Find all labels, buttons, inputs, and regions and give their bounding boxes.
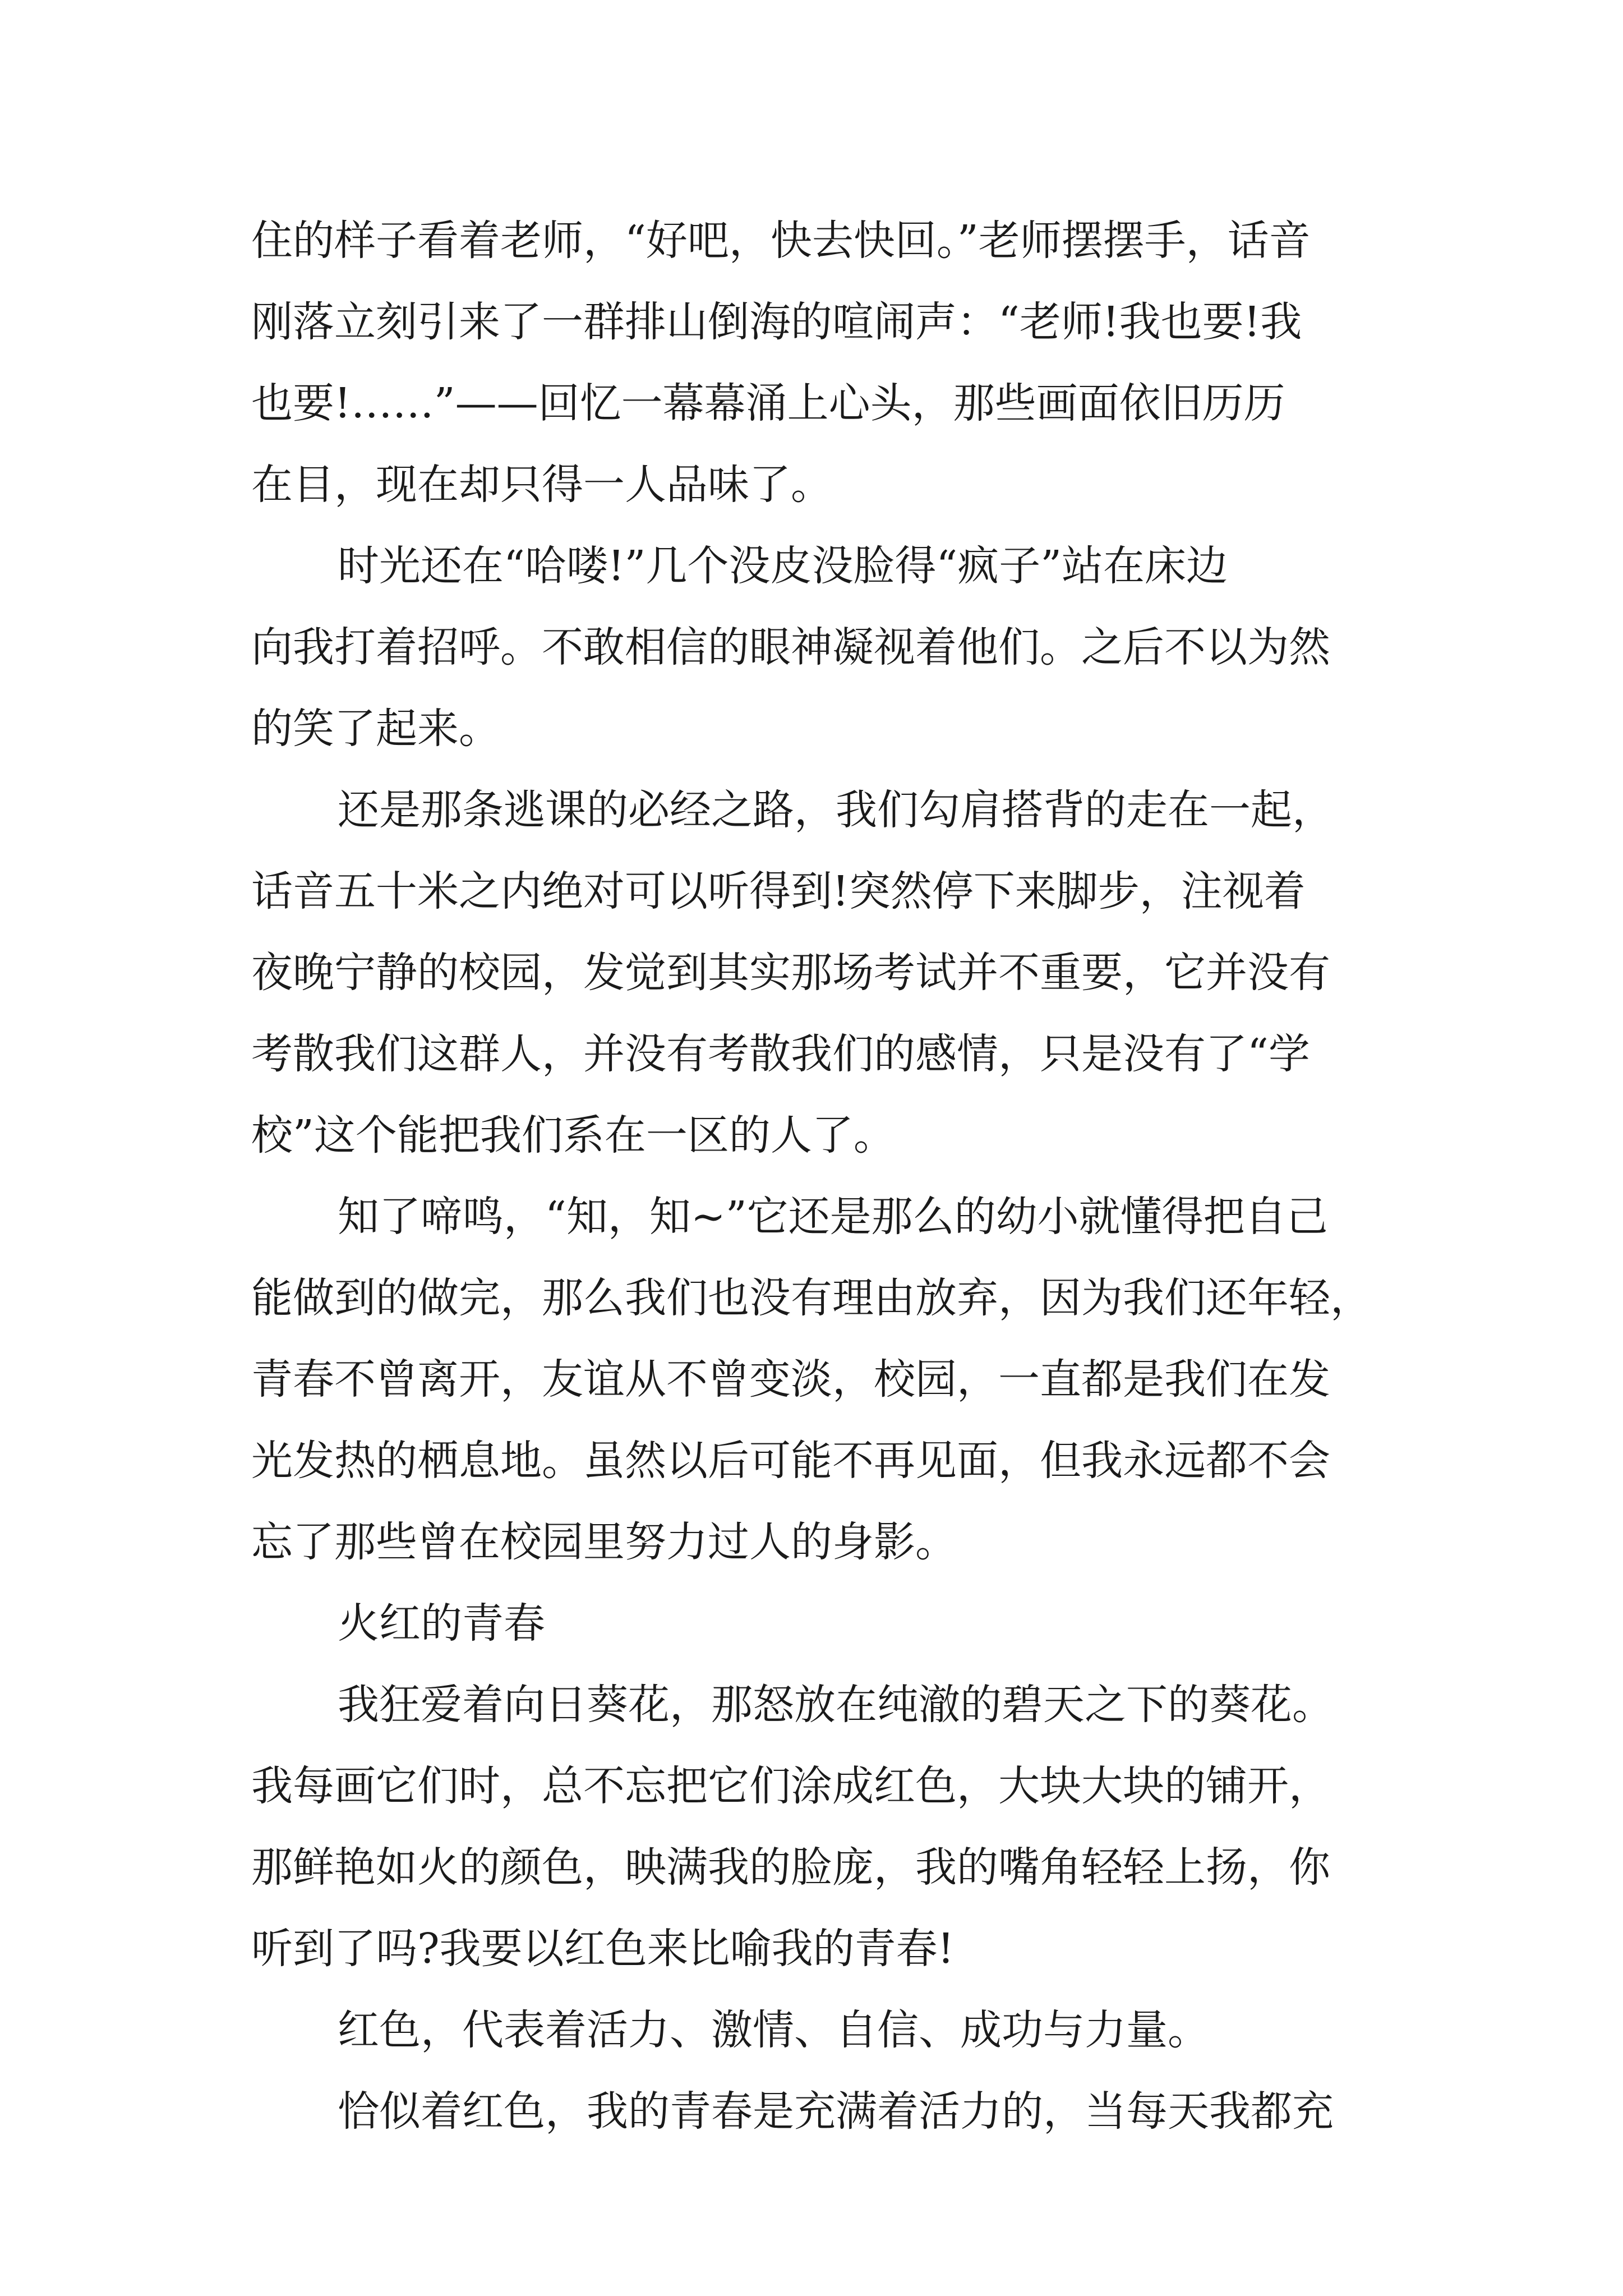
text-line: 也要!……”——回忆一幕幕涌上心头，那些画面依旧历历 (251, 379, 1285, 427)
text-line: 夜晚宁静的校园，发觉到其实那场考试并不重要，它并没有 (251, 949, 1330, 997)
text-line: 话音五十米之内绝对可以听得到!突然停下来脚步，注视着 (251, 867, 1306, 915)
paragraph-first-line: 恰似着红色，我的青春是充满着活力的，当每天我都充 (338, 2087, 1334, 2136)
paragraph-first-line: 我狂爱着向日葵花，那怒放在纯澈的碧天之下的葵花。 (338, 1681, 1334, 1729)
text-line: 我每画它们时，总不忘把它们涂成红色，大块大块的铺开， (251, 1762, 1330, 1810)
text-line: 考散我们这群人，并没有考散我们的感情，只是没有了“学 (251, 1030, 1310, 1078)
text-line: 光发热的栖息地。虽然以后可能不再见面，但我永远都不会 (251, 1437, 1330, 1485)
text-line: 能做到的做完，那么我们也没有理由放弃，因为我们还年轻， (251, 1274, 1372, 1322)
text-line: 听到了吗?我要以红色来比喻我的青春! (251, 1925, 955, 1973)
text-line: 的笑了起来。 (251, 705, 500, 753)
text-line: 在目，现在却只得一人品味了。 (251, 461, 832, 509)
paragraph-first-line: 还是那条逃课的必经之路，我们勾肩搭背的走在一起， (338, 786, 1334, 834)
text-line: 那鲜艳如火的颜色，映满我的脸庞，我的嘴角轻轻上扬，你 (251, 1843, 1330, 1892)
paragraph-first-line: 时光还在“哈喽!”几个没皮没脸得“疯子”站在床边 (338, 542, 1228, 590)
text-line: 青春不曾离开，友谊从不曾变淡，校园，一直都是我们在发 (251, 1355, 1330, 1404)
paragraph-first-line: 知了啼鸣，“知，知~”它还是那么的幼小就懂得把自己 (338, 1193, 1328, 1241)
text-line: 忘了那些曾在校园里努力过人的身影。 (251, 1518, 957, 1566)
text-line: 刚落立刻引来了一群排山倒海的喧闹声：“老师!我也要!我 (251, 298, 1302, 346)
text-line: 向我打着招呼。不敢相信的眼神凝视着他们。之后不以为然 (251, 623, 1330, 671)
text-line: 校”这个能把我们系在一区的人了。 (251, 1111, 895, 1159)
text-line: 住的样子看着老师，“好吧，快去快回。”老师摆摆手，话音 (251, 217, 1311, 265)
paragraph-first-line: 红色，代表着活力、激情、自信、成功与力量。 (338, 2006, 1209, 2054)
section-heading: 火红的青春 (338, 1599, 545, 1648)
